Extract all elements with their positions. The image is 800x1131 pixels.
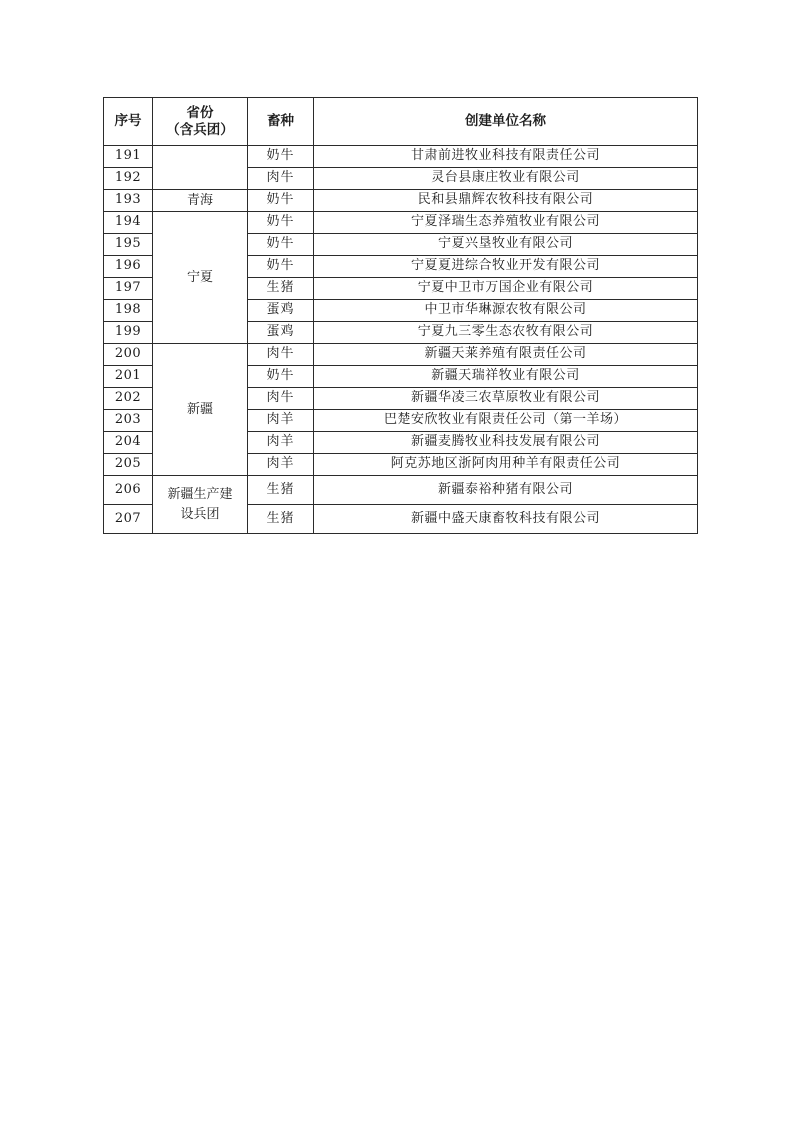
table-row	[104, 344, 698, 366]
province-cell	[153, 146, 248, 190]
row-number-cell: 193	[104, 190, 153, 212]
header-province	[153, 98, 248, 146]
species-cell: 奶牛	[248, 146, 314, 168]
row-number-cell: 205	[104, 454, 153, 476]
row-number-cell: 204	[104, 432, 153, 454]
table-row	[104, 212, 698, 234]
row-number-cell: 195	[104, 234, 153, 256]
species-cell: 肉羊	[248, 410, 314, 432]
species-cell: 肉羊	[248, 454, 314, 476]
row-number-cell: 201	[104, 366, 153, 388]
company-cell: 宁夏兴垦牧业有限公司	[314, 234, 698, 256]
header-province-line1: 省份	[186, 104, 214, 121]
row-number-cell: 196	[104, 256, 153, 278]
header-no	[104, 98, 153, 146]
table-row	[104, 146, 698, 168]
company-cell: 阿克苏地区浙阿肉用种羊有限责任公司	[314, 454, 698, 476]
table-body	[104, 146, 698, 534]
row-number-cell: 200	[104, 344, 153, 366]
table-row	[104, 476, 698, 505]
company-cell: 新疆华凌三农草原牧业有限公司	[314, 388, 698, 410]
company-cell: 宁夏泽瑞生态养殖牧业有限公司	[314, 212, 698, 234]
species-cell: 生猪	[248, 278, 314, 300]
company-cell: 中卫市华琳源农牧有限公司	[314, 300, 698, 322]
company-cell: 宁夏中卫市万国企业有限公司	[314, 278, 698, 300]
header-species	[248, 98, 314, 146]
species-cell: 肉羊	[248, 432, 314, 454]
species-cell: 肉牛	[248, 344, 314, 366]
row-number-cell: 199	[104, 322, 153, 344]
header-company	[314, 98, 698, 146]
species-cell: 肉牛	[248, 388, 314, 410]
company-cell: 新疆麦腾牧业科技发展有限公司	[314, 432, 698, 454]
table-header-row	[104, 98, 698, 146]
company-cell: 宁夏九三零生态农牧有限公司	[314, 322, 698, 344]
company-cell: 新疆中盛天康畜牧科技有限公司	[314, 505, 698, 534]
species-cell: 蛋鸡	[248, 300, 314, 322]
company-cell: 新疆天瑞祥牧业有限公司	[314, 366, 698, 388]
row-number-cell: 206	[104, 476, 153, 505]
livestock-units-table	[103, 97, 698, 534]
province-cell: 新疆生产建设兵团	[153, 476, 248, 534]
company-cell: 民和县鼎辉农牧科技有限公司	[314, 190, 698, 212]
company-cell: 巴楚安欣牧业有限责任公司（第一羊场）	[314, 410, 698, 432]
species-cell: 奶牛	[248, 190, 314, 212]
row-number-cell: 194	[104, 212, 153, 234]
row-number-cell: 207	[104, 505, 153, 534]
row-number-cell: 202	[104, 388, 153, 410]
species-cell: 生猪	[248, 505, 314, 534]
company-cell: 宁夏夏进综合牧业开发有限公司	[314, 256, 698, 278]
species-cell: 奶牛	[248, 366, 314, 388]
row-number-cell: 203	[104, 410, 153, 432]
province-cell: 青海	[153, 190, 248, 212]
species-cell: 奶牛	[248, 256, 314, 278]
header-company-label: 创建单位名称	[465, 113, 546, 130]
row-number-cell: 198	[104, 300, 153, 322]
header-province-line2: （含兵团）	[166, 121, 234, 138]
row-number-cell: 192	[104, 168, 153, 190]
company-cell: 灵台县康庄牧业有限公司	[314, 168, 698, 190]
species-cell: 生猪	[248, 476, 314, 505]
company-cell: 新疆天莱养殖有限责任公司	[314, 344, 698, 366]
company-cell: 新疆泰裕种猪有限公司	[314, 476, 698, 505]
row-number-cell: 197	[104, 278, 153, 300]
species-cell: 奶牛	[248, 234, 314, 256]
header-species-label: 畜种	[267, 113, 294, 130]
table-row	[104, 190, 698, 212]
header-no-label: 序号	[114, 113, 142, 130]
row-number-cell: 191	[104, 146, 153, 168]
species-cell: 奶牛	[248, 212, 314, 234]
province-cell: 宁夏	[153, 212, 248, 344]
province-cell: 新疆	[153, 344, 248, 476]
table-header	[104, 98, 698, 146]
company-cell: 甘肃前进牧业科技有限责任公司	[314, 146, 698, 168]
species-cell: 肉牛	[248, 168, 314, 190]
species-cell: 蛋鸡	[248, 322, 314, 344]
